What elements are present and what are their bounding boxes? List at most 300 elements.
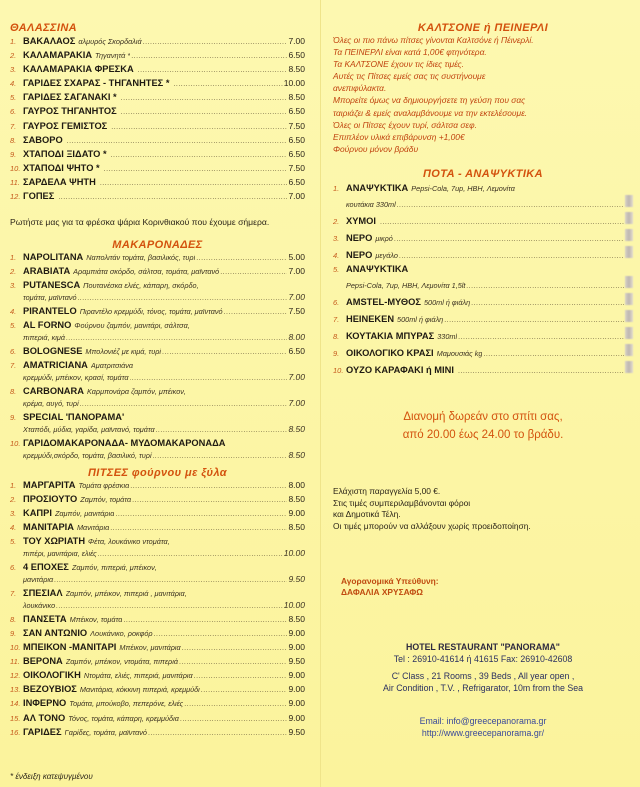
item-description: Pepsi-Cola, 7up, HBH, Λεμονίτα [411, 183, 515, 193]
menu-item [10, 105, 305, 119]
leader-dots [444, 315, 624, 327]
item-description: Τηγανητά * [95, 51, 131, 61]
leader-dots [111, 122, 287, 134]
calzone-title: ΚΑΛΤΣΟΝΕ ή ΠΕΙΝΕΡΛΙ [417, 22, 549, 34]
item-price: 9.50 [288, 726, 305, 737]
item-name: ΓΟΠΕΣ [23, 191, 55, 202]
item-price: 5.00 [288, 252, 305, 263]
item-description: Γαρίδες, τομάτα, μαϊντανό [64, 727, 147, 737]
item-number: 6. [10, 107, 17, 117]
item-price: 9.00 [288, 508, 305, 519]
item-continuation [10, 574, 305, 587]
item-name: ΒΕΖΟΥΒΙΟΣ [23, 684, 77, 695]
item-price: 9.00 [288, 670, 305, 681]
item-number: 9. [10, 628, 17, 638]
leader-dots [483, 349, 624, 361]
item-number: 7. [10, 589, 17, 598]
item-price: 7.50 [288, 120, 305, 131]
item-number: 5. [10, 93, 17, 103]
calzone-line: Τα ΠΕΙΝΕΡΛΙ είναι κατά 1,00€ φτηνότερα. [333, 47, 487, 58]
right-column [333, 22, 633, 739]
item-number: 10. [10, 163, 21, 173]
item-name: ΟΙΚΟΛΟΓΙΚΟ ΚΡΑΣΙ [346, 348, 434, 359]
item-description: Πουτανέσκα ελιές, κάπαρη, σκόρδο, [83, 281, 199, 291]
calzone-line: Όλες οι Πίτσες έχουν τυρί, σάλτσα σεφ. [333, 119, 477, 130]
menu-item [10, 305, 305, 319]
leader-dots [180, 714, 288, 726]
item-price: 7.00 [288, 372, 305, 383]
item-name: ΓΑΡΙΔΕΣ ΣΧΑΡΑΣ - ΤΗΓΑΝΗΤΕΣ * [23, 78, 170, 89]
item-price: 9.00 [288, 712, 305, 723]
menu-item [10, 493, 305, 507]
item-number: 8. [10, 135, 17, 145]
terms-line: Στις τιμές συμπεριλαμβάνονται φόροι [333, 497, 471, 508]
menu-item [333, 361, 633, 378]
item-name: ΜΑΝΙΤΑΡΙΑ [23, 522, 74, 533]
pasta-list [10, 251, 305, 463]
seafood-list [10, 35, 305, 204]
calzone-line: ανεπιφύλακτα. [333, 83, 387, 94]
item-price: 8.50 [288, 424, 305, 435]
leader-dots [220, 267, 287, 279]
leader-dots [466, 281, 624, 293]
menu-item [333, 344, 633, 361]
item-number: 6. [10, 563, 17, 573]
calzone-line: Τα ΚΑΛΤΣΟΝΕ έχουν τις ίδιες τιμές. [333, 59, 464, 70]
item-name: PIRANTELO [23, 306, 77, 317]
item-description: Μανιτάρια [76, 523, 110, 533]
menu-item [10, 655, 305, 669]
leader-dots [56, 601, 283, 613]
hotel-website-link[interactable]: http://www.greecepanorama.gr/ [421, 728, 545, 739]
item-number: 4. [333, 251, 340, 261]
menu-item [10, 49, 305, 63]
blurred-price [625, 361, 633, 373]
item-description: Ναπολιτάν τομάτα, βασιλικός, τυρί [86, 253, 196, 263]
responsible-name: ΔΑΦΑΛΙΑ ΧΡΥΣΑΦΩ [341, 586, 424, 597]
leader-dots [121, 93, 288, 105]
item-name: ΟΙΚΟΛΟΓΙΚΗ [23, 670, 81, 681]
item-name: ΑΝΑΨΥΚΤΙΚΑ [346, 264, 409, 275]
menu-item [333, 310, 633, 327]
leader-dots [78, 293, 288, 305]
leader-dots [131, 51, 287, 63]
item-price: 7.00 [288, 36, 305, 46]
item-name: PUTANESCA [23, 280, 81, 291]
blurred-price [625, 293, 633, 305]
item-name: ΜΑΡΓΑΡΙΤΑ [23, 479, 76, 490]
menu-item [10, 587, 305, 600]
menu-item [10, 148, 305, 162]
drinks-title: ΠΟΤΑ - ΑΝΑΨΥΚΤΙΚΑ [423, 167, 543, 180]
item-description: Μαμουσιάς kg [436, 349, 483, 359]
item-number: 12. [10, 192, 21, 202]
menu-item [333, 327, 633, 344]
leader-dots [173, 79, 282, 91]
menu-item [10, 641, 305, 655]
blurred-price [625, 344, 633, 356]
item-price: 8.00 [288, 479, 305, 490]
item-name: AMSTEL-ΜΥΘΟΣ [346, 297, 421, 307]
item-number: 13. [10, 685, 21, 695]
item-number: 2. [333, 216, 340, 226]
item-number: 9. [333, 349, 340, 359]
leader-dots [224, 307, 288, 319]
calzone-line: Επιπλέον υλικά επιβάρυνση +1,00€ [333, 131, 465, 142]
menu-item [10, 190, 305, 204]
item-number: 12. [10, 671, 21, 681]
item-name: BOLOGNESE [23, 346, 83, 357]
item-name: ΟΥΖΟ ΚΑΡΑΦΑΚΙ ή ΜΙΝΙ [346, 365, 454, 376]
item-number: 10. [10, 643, 21, 653]
item-number: 11. [10, 657, 20, 667]
item-price: 7.50 [288, 162, 305, 173]
item-number: 6. [333, 298, 340, 307]
leader-dots [66, 333, 287, 345]
item-price: 9.00 [288, 698, 305, 709]
item-continuation [10, 600, 305, 613]
menu-item [10, 561, 305, 574]
item-name: ΣΑΡΔΕΛΑ ΨΗΤΗ [23, 176, 96, 187]
item-description: Ντομάτα, ελιές, πιπεριά, μανιτάρια [83, 671, 193, 681]
menu-item [10, 63, 305, 77]
item-number: 1. [10, 480, 17, 490]
leader-dots [458, 332, 624, 344]
item-name: CARBONARA [23, 386, 84, 397]
item-name: ΝΕΡΟ [346, 232, 373, 243]
menu-item [10, 627, 305, 641]
item-continuation [10, 424, 305, 437]
item-description: Τόνος, τομάτα, κάπαρη, κρεμμύδια [68, 713, 179, 723]
item-continuation [10, 548, 305, 561]
menu-item [10, 279, 305, 292]
item-name: NAPOLITANA [23, 252, 84, 263]
leader-dots [110, 523, 287, 535]
item-name: HEINEKEN [346, 314, 395, 325]
item-continuation [10, 398, 305, 411]
menu-item [333, 246, 633, 263]
leader-dots [132, 495, 287, 507]
item-description: Τομάτα φρέσκια [78, 480, 130, 490]
item-name: ΚΑΛΑΜΑΡΑΚΙΑ [23, 50, 93, 61]
item-number: 5. [333, 265, 340, 275]
hotel-phones: Tel : 26910-41614 ή 41615 Fax: 26910-42608 [393, 654, 573, 665]
item-price: 9.00 [288, 684, 305, 695]
item-number: 5. [10, 321, 17, 331]
item-number: 3. [333, 233, 340, 243]
menu-item [10, 91, 305, 105]
item-name: ΚΟΥΤΑΚΙΑ ΜΠΥΡΑΣ [346, 331, 435, 342]
item-price: 7.00 [288, 266, 305, 277]
menu-item [10, 613, 305, 627]
menu-item [10, 669, 305, 683]
item-name: ΠΡΟΣΙΟΥΤΟ [23, 493, 78, 504]
calzone-text [333, 34, 633, 155]
item-price: 10.00 [283, 78, 305, 89]
item-description: Καρμπονάρα ζαμπόν, μπέικον, [86, 387, 186, 397]
blurred-price [625, 195, 633, 207]
item-price: 7.00 [288, 398, 305, 409]
item-description: Μπολονιέζ με κιμά, τυρί [85, 347, 162, 357]
menu-item [10, 251, 305, 265]
calzone-line: Μπορείτε όμως να δημιουργήσετε τη γεύση που σας [333, 95, 526, 106]
item-number: 2. [10, 494, 17, 504]
item-name: ΜΠΕΙΚΟΝ -ΜΑΝΙΤΑΡΙ [23, 642, 117, 653]
item-description: Λουκάνικο, ροκφόρ [90, 628, 153, 638]
item-number: 2. [10, 267, 17, 277]
item-name: ΣΑΝ ΑΝΤΩΝΙΟ [23, 627, 88, 638]
item-description-cont: κρέμα, αυγό, τυρί [23, 399, 79, 409]
leader-dots [194, 671, 288, 683]
item-price: 10.00 [283, 548, 305, 559]
delivery-line-2: από 20.00 έως 24.00 το βράδυ. [402, 429, 564, 442]
leader-dots [394, 234, 624, 246]
menu-item [10, 345, 305, 359]
leader-dots [471, 298, 624, 310]
item-price: 9.00 [288, 627, 305, 638]
drinks-list [333, 182, 633, 379]
blurred-price [625, 327, 633, 339]
item-price: 7.00 [288, 191, 305, 202]
leader-dots [115, 509, 287, 521]
item-description: Αραμπιάτα σκόρδο, σάλτσα, τομάτα, μαϊντανό [73, 267, 220, 277]
item-continuation [333, 195, 633, 212]
item-continuation [333, 276, 633, 293]
item-number: 4. [10, 79, 17, 89]
item-description: Ζαμπόν, πιπεριά, μπέικον, [71, 563, 157, 573]
item-continuation [10, 292, 305, 305]
item-number: 7. [333, 315, 340, 325]
leader-dots [123, 615, 287, 627]
menu-item [10, 712, 305, 726]
frozen-footnote: * ένδειξη κατεψυγμένου [10, 771, 93, 781]
item-price: 6.50 [288, 176, 305, 187]
item-description: Ζαμπόν, μπέικον, ντομάτα, πιπεριά [65, 657, 178, 667]
leader-dots [201, 685, 288, 697]
item-description: αλμυρός Σκορδαλιά [78, 37, 142, 46]
leader-dots [111, 150, 288, 162]
item-number: 15. [10, 713, 21, 723]
responsible-block [333, 576, 633, 597]
item-name: ΧΤΑΠΟΔΙ ΨΗΤΟ * [23, 162, 100, 173]
menu-item [10, 479, 305, 493]
menu-item [10, 535, 305, 548]
item-price: 9.00 [288, 642, 305, 653]
leader-dots [100, 178, 288, 190]
item-description-cont: μανιτάρια [23, 575, 54, 585]
menu-item [333, 182, 633, 195]
leader-dots [156, 425, 288, 437]
item-name: AL FORNO [23, 320, 72, 331]
item-price: 8.50 [288, 450, 305, 461]
leader-dots [80, 399, 288, 411]
item-description-cont: τομάτα, μαϊντανό [23, 293, 77, 303]
item-description-cont: Χταπόδι, μύδια, γαρίδα, μαϊντανό, τομάτα [23, 425, 155, 435]
item-number: 11. [10, 177, 20, 187]
item-price: 7.00 [288, 292, 305, 303]
item-number: 10. [333, 366, 344, 376]
leader-dots [98, 549, 283, 561]
item-price: 6.50 [288, 346, 305, 357]
item-continuation [10, 450, 305, 463]
leader-dots [58, 192, 287, 204]
item-name: ΑΛ ΤΟΝΟ [23, 712, 66, 723]
item-description-cont: Pepsi-Cola, 7up, HBH, Λεμονίτα 1,5lt [346, 281, 466, 291]
menu-item [10, 265, 305, 279]
item-number: 1. [10, 253, 17, 263]
item-description: Τομάτα, μπούκοβο, πεπερόνε, ελιές [69, 699, 184, 709]
item-number: 1. [10, 37, 17, 46]
hotel-name: HOTEL RESTAURANT "PANORAMA" [406, 642, 560, 653]
seafood-title: ΘΑΛΑΣΣΙΝΑ [10, 22, 78, 34]
item-name: ΤΟΥ ΧΩΡΙΑΤΗ [23, 536, 86, 547]
item-name: ΓΑΥΡΟΣ ΓΕΜΙΣΤΟΣ [23, 120, 108, 131]
item-description-cont: κρεμμύδι,σκόρδο, τομάτα, βασιλικό, τυρί [23, 451, 152, 461]
item-name: ΓΑΥΡΟΣ ΤΗΓΑΝΗΤΟΣ [23, 106, 117, 117]
leader-dots [399, 251, 624, 263]
menu-item [10, 319, 305, 332]
responsible-label: Αγορανομικά Υπεύθυνη: [341, 576, 439, 587]
item-number: 7. [10, 121, 17, 131]
item-price: 7.50 [288, 306, 305, 317]
item-name: ΧΥΜΟΙ [346, 215, 376, 226]
blurred-price [625, 229, 633, 241]
menu-item [10, 35, 305, 49]
item-description: Ζαμπόν, μανιτάρια [54, 509, 115, 519]
item-number: 10. [10, 438, 21, 448]
item-number: 3. [10, 509, 17, 519]
item-name: ΓΑΡΙΔΟΜΑΚΑΡΟΝΑΔΑ- ΜΥΔΟΜΑΚΑΡΟΝΑΔΑ [23, 437, 226, 448]
menu-item [10, 683, 305, 697]
item-number: 4. [10, 523, 17, 533]
hotel-info-2: Air Condition , T.V. , Refrigarator, 10m from the Sea [383, 683, 583, 694]
menu-item [10, 726, 305, 740]
item-continuation [10, 332, 305, 345]
item-name: ΠΑΝΣΕΤΑ [23, 613, 67, 624]
item-name: ΣΠΕΣΙΑΛ [23, 588, 63, 598]
item-description: μεγάλο [375, 251, 398, 261]
leader-dots [130, 373, 288, 385]
item-number: 1. [333, 183, 340, 193]
item-price: 8.50 [288, 493, 305, 504]
item-description: Αματριτσιάνα [90, 361, 134, 371]
leader-dots [179, 657, 287, 669]
terms-block [333, 486, 633, 532]
item-name: ΣΑΒΟΡΟ [23, 134, 63, 145]
leader-dots [104, 164, 288, 176]
item-description: Πιραντέλο κρεμμύδι, τόνος, τομάτα, μαϊντανό [79, 307, 223, 317]
menu-item [333, 212, 633, 229]
item-description: 500ml ή φιάλη [423, 298, 471, 307]
left-column [10, 22, 305, 781]
menu-item [10, 697, 305, 711]
menu-item [10, 507, 305, 521]
item-number: 8. [10, 387, 17, 397]
leader-dots [148, 728, 288, 740]
item-name: ARABIATA [23, 266, 71, 277]
item-price: 6.50 [288, 148, 305, 159]
leader-dots [143, 37, 288, 49]
item-description: μικρό [375, 233, 393, 243]
calzone-line: Αυτές τις Πίτσες εμείς σας τις συστήνουμε [333, 71, 486, 82]
item-description-cont: πιπεριά, κιμά [23, 333, 66, 343]
leader-dots [153, 451, 288, 463]
leader-dots [397, 200, 624, 212]
menu-item [10, 385, 305, 398]
item-number: 6. [10, 347, 17, 357]
item-description: Ζαμπόν, μπέικον, πιπεριά , μανιτάρια, [65, 589, 187, 598]
item-number: 8. [10, 614, 17, 624]
menu-item [10, 134, 305, 148]
item-description: Μπέικον, τομάτα [69, 614, 123, 624]
item-number: 3. [10, 65, 17, 75]
blurred-price [625, 212, 633, 224]
item-number: 4. [10, 307, 17, 317]
terms-line: Οι τιμές μπορούν να αλλάξουν χωρίς προειδοποίηση. [333, 520, 531, 531]
item-description-cont: κρεμμύδι, μπέικον, κρασί, τομάτα [23, 373, 129, 383]
calzone-line: ταιριάζει & εμείς αναλαμβάνουμε να την εκτελέσουμε. [333, 107, 528, 118]
leader-dots [380, 217, 624, 229]
menu-item [10, 162, 305, 176]
menu-item [10, 359, 305, 372]
item-number: 5. [10, 537, 17, 547]
item-description-cont: πιπέρι, μανιτάρια, ελιές [23, 549, 97, 559]
leader-dots [184, 699, 287, 711]
terms-line: Ελάχιστη παραγγελία 5,00 €. [333, 486, 441, 497]
hotel-info-1: C' Class , 21 Rooms , 39 Beds , All year open , [391, 671, 575, 682]
menu-item [10, 120, 305, 134]
item-name: ΓΑΡΙΔΕΣ ΣΑΓΑΝΑΚΙ * [23, 92, 117, 103]
item-price: 8.50 [288, 64, 305, 75]
menu-item [333, 263, 633, 276]
item-description: Φέτα, λουκάνικο ντομάτα, [88, 537, 170, 547]
item-description: Φούρνου ζαμπόν, μανιτάρι, σάλτσα, [74, 321, 190, 331]
hotel-email[interactable]: Email: info@greecepanorama.gr [419, 716, 547, 727]
calzone-line: Όλες οι πιο πάνω πίτσες γίνονται Καλτσόνε ή Πέινερλί. [333, 35, 534, 45]
item-number: 7. [10, 361, 17, 371]
item-name: ΒΑΚΑΛΑΟΣ [23, 36, 76, 46]
menu-item [10, 77, 305, 91]
item-number: 3. [10, 281, 17, 291]
item-continuation [10, 372, 305, 385]
item-number: 9. [10, 413, 17, 423]
item-price: 6.50 [288, 50, 305, 61]
menu-item [10, 521, 305, 535]
item-name: SPECIAL 'ΠΑΝΟΡΑΜΑ' [23, 412, 125, 423]
pizza-list [10, 479, 305, 740]
leader-dots [196, 253, 287, 265]
item-name: AMATRICIANA [23, 360, 88, 371]
item-name: ΚΑΛΑΜΑΡΑΚΙΑ ΦΡΕΣΚΑ [23, 64, 134, 75]
item-name: ΝΕΡΟ [346, 250, 373, 261]
page-fold [320, 0, 321, 787]
item-number: 9. [10, 149, 17, 159]
item-description: Ζαμπόν, τομάτα [80, 494, 132, 504]
item-price: 6.50 [288, 106, 305, 117]
item-number: 16. [10, 727, 21, 737]
calzone-line: Φούρνου μόνον βράδυ [333, 143, 419, 154]
terms-line: και Δημοτικά Τέλη. [333, 509, 401, 520]
item-description: Μπέικον, μανιτάρια [119, 643, 181, 653]
item-name: ΓΑΡΙΔΕΣ [23, 726, 62, 737]
item-name: 4 ΕΠΟΧΕΣ [23, 562, 69, 573]
pizza-title: ΠΙΤΣΕΣ φούρνου με ξύλα [87, 466, 228, 479]
blurred-price [625, 276, 633, 288]
item-price: 8.50 [288, 522, 305, 533]
leader-dots [130, 481, 287, 493]
item-description-cont: λουκάνικο [23, 601, 56, 611]
leader-dots [54, 575, 287, 587]
